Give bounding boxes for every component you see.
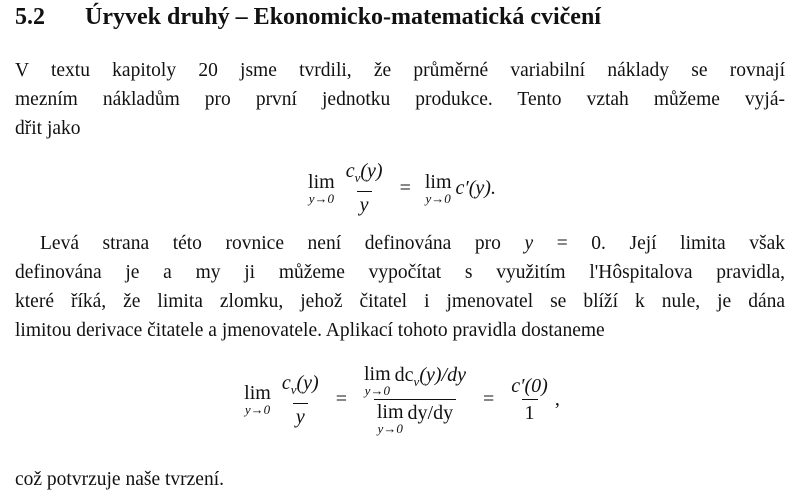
- limit-operator: lim y→0: [363, 363, 391, 398]
- section-number: 5.2: [15, 4, 45, 30]
- section-title: Úryvek druhý – Ekonomicko-matematická cvičení: [85, 4, 601, 30]
- lim-text: lim: [308, 170, 335, 193]
- limit-operator: [244, 383, 271, 416]
- lim-text: lim: [244, 382, 271, 404]
- fraction: [279, 372, 322, 428]
- fraction: [508, 375, 551, 424]
- paragraph-line: mezním nákladům pro první jednotku produkce. Tento vztah můžeme vyjá-: [15, 89, 785, 110]
- paragraph-2: [15, 229, 785, 345]
- lim-subscript: y→0: [308, 190, 334, 206]
- equation-1: [15, 160, 785, 216]
- fraction-denominator: y: [293, 403, 308, 428]
- equation-2: [15, 364, 785, 435]
- paragraph-line: což potvrzuje naše tvrzení.: [15, 469, 224, 490]
- fraction-denominator: lim y→0 dy/dy: [374, 399, 456, 435]
- lim-subscript: y→0: [425, 190, 451, 206]
- lim-subscript: y→0: [244, 402, 271, 417]
- fraction: [343, 160, 386, 216]
- paragraph-line: V textu kapitoly 20 jsme tvrdili, že průměrné variabilní náklady se rovnají: [15, 60, 785, 81]
- equals-sign: =: [399, 176, 411, 199]
- limit-operator: lim y→0: [376, 401, 404, 436]
- fraction-numerator: $c_v(y)$: [281, 371, 319, 397]
- paragraph-line: limitou derivace čitatele a jmenovatele. Aplikací tohoto pravidla dostaneme: [15, 320, 605, 341]
- equals-sign: =: [335, 388, 347, 410]
- fraction-denominator: 1: [522, 399, 538, 424]
- paragraph-line: Levá strana této rovnice není definována pro y = 0. Její limita však: [40, 233, 785, 254]
- limit-operator: [308, 172, 335, 205]
- rhs-derivative: c′(y).: [455, 176, 496, 199]
- closing-paragraph: [15, 465, 785, 494]
- section-heading: [15, 4, 601, 31]
- paragraph-line: definována je a my ji můžeme vypočítat s využitím l'Hôspitalova pravidla,: [15, 262, 785, 283]
- fraction: [361, 364, 469, 435]
- fraction-numerator: $c_v(y)$: [345, 160, 383, 185]
- paragraph-1: [15, 56, 785, 143]
- limit-operator: [425, 172, 452, 205]
- fraction-denominator: y: [357, 191, 372, 216]
- fraction-numerator: c′(0): [511, 375, 548, 397]
- equals-sign: =: [482, 388, 495, 410]
- paragraph-line: které říká, že limita zlomku, jehož čitatel i jmenovatel se blíží k nule, je dána: [15, 291, 785, 312]
- equation-comma: ,: [554, 388, 560, 410]
- paragraph-line: dřit jako: [15, 118, 81, 139]
- fraction-numerator: lim y→0 $dc_v(y)/dy$: [363, 363, 466, 398]
- lim-text: lim: [424, 170, 452, 193]
